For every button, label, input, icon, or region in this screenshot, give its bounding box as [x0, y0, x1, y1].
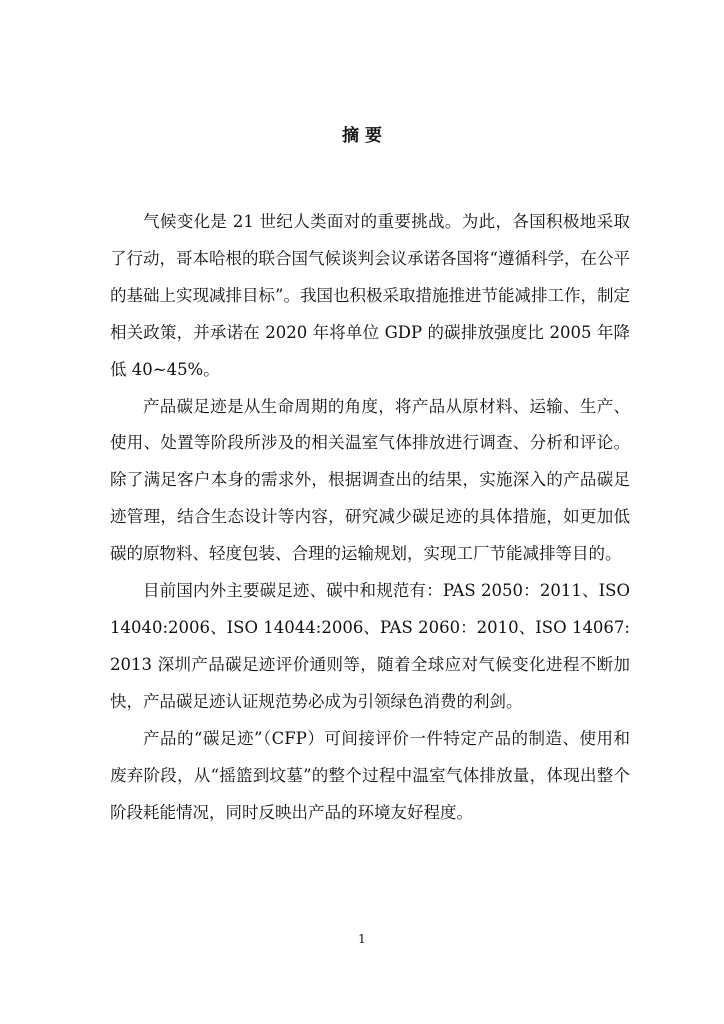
abstract-title: 摘 要: [342, 126, 382, 146]
abstract-body: [110, 204, 630, 831]
page-number: 1: [358, 932, 366, 946]
abstract-paragraph-2: 产品碳足迹是从生命周期的角度，将产品从原材料、运输、生产、使用、处置等阶段所涉及的相关温室气体排放进行调查、分析和评论。除了满足客户本身的需求外，根据调查出的结果，实施深入的产品碳足迹管理，结合生态设计等内容，研究减少碳足迹的具体措施，如更加低碳的原物料、轻度包装、合理的运输规划，实现工厂节能减排等目的。: [110, 396, 630, 564]
abstract-paragraph-1: 气候变化是 21 世纪人类面对的重要挑战。为此，各国积极地采取了行动，哥本哈根的联合国气候谈判会议承诺各国将“遵循科学，在公平的基础上实现减排目标”。我国也积极采取措施推进节能减排工作，制定相关政策，并承诺在 2020 年将单位 GDP 的碳排放强度比 2005 年降低 40~45%。: [110, 212, 630, 379]
abstract-paragraph-4: 产品的“碳足迹”（CFP）可间接评价一件特定产品的制造、使用和废弃阶段，从“摇篮到坟墓”的整个过程中温室气体排放量，体现出整个阶段耗能情况，同时反映出产品的环境友好程度。: [110, 728, 630, 822]
abstract-paragraph-3: 目前国内外主要碳足迹、碳中和规范有：PAS 2050：2011、ISO 14040:2006、ISO 14044:2006、PAS 2060：2010、ISO 14067:2013 深圳产品碳足迹评价通则等，随着全球应对气候变化进程不断加快，产品碳足迹认证规范势必成为引领绿色消费的利剑。: [110, 581, 630, 711]
